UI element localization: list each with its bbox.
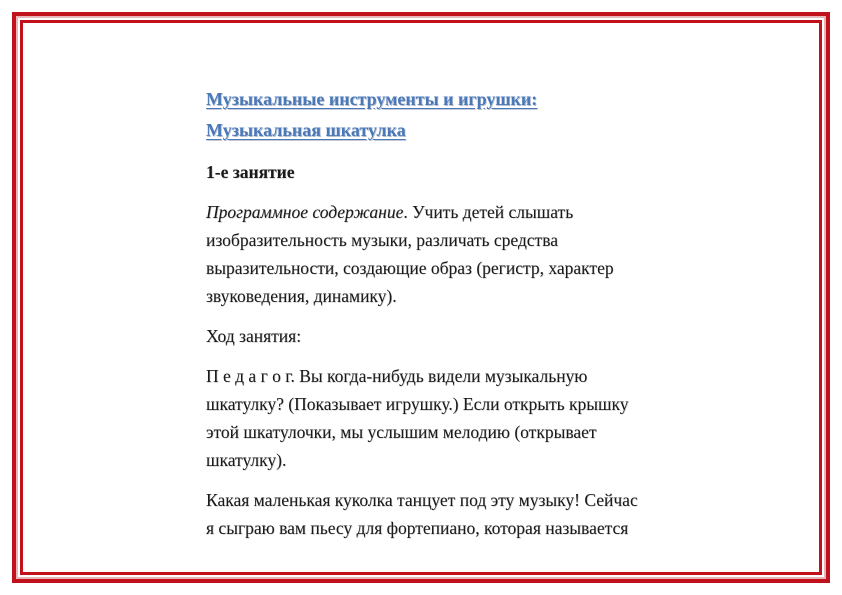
program-paragraph [206,198,726,310]
program-line-1 [206,198,726,226]
title-line-1: Музыкальные инструменты и игрушки: [206,89,538,109]
program-text-1: . Учить детей слышать [403,202,574,222]
program-label: Программное содержание [206,202,404,222]
title-line-2: Музыкальная шкатулка [206,120,406,140]
closing-line-1: Какая маленькая куколка танцует под эту музыку! Сейчас [206,490,638,510]
program-text-4: звуковедения, динамику). [206,286,397,306]
teacher-line-1: П е д а г о г. Вы когда-нибудь видели музыкальную [206,366,588,386]
teacher-line-3: этой шкатулочки, мы услышим мелодию (открывает [206,422,597,442]
closing-line-2: я сыграю вам пьесу для фортепиано, которая называется [206,518,629,538]
document-title [206,84,726,146]
closing-paragraph [206,486,726,542]
teacher-line-2: шкатулку? (Показывает игрушку.) Если открыть крышку [206,394,629,414]
slide-content [206,84,726,542]
program-text-2: изобразительность музыки, различать средства [206,230,559,250]
teacher-line-4: шкатулку). [206,450,287,470]
program-text-3: выразительности, создающие образ (регистр, характер [206,258,614,278]
course-label: Ход занятия: [206,326,302,346]
lesson-label: 1-е занятие [206,162,295,182]
teacher-paragraph [206,362,726,474]
